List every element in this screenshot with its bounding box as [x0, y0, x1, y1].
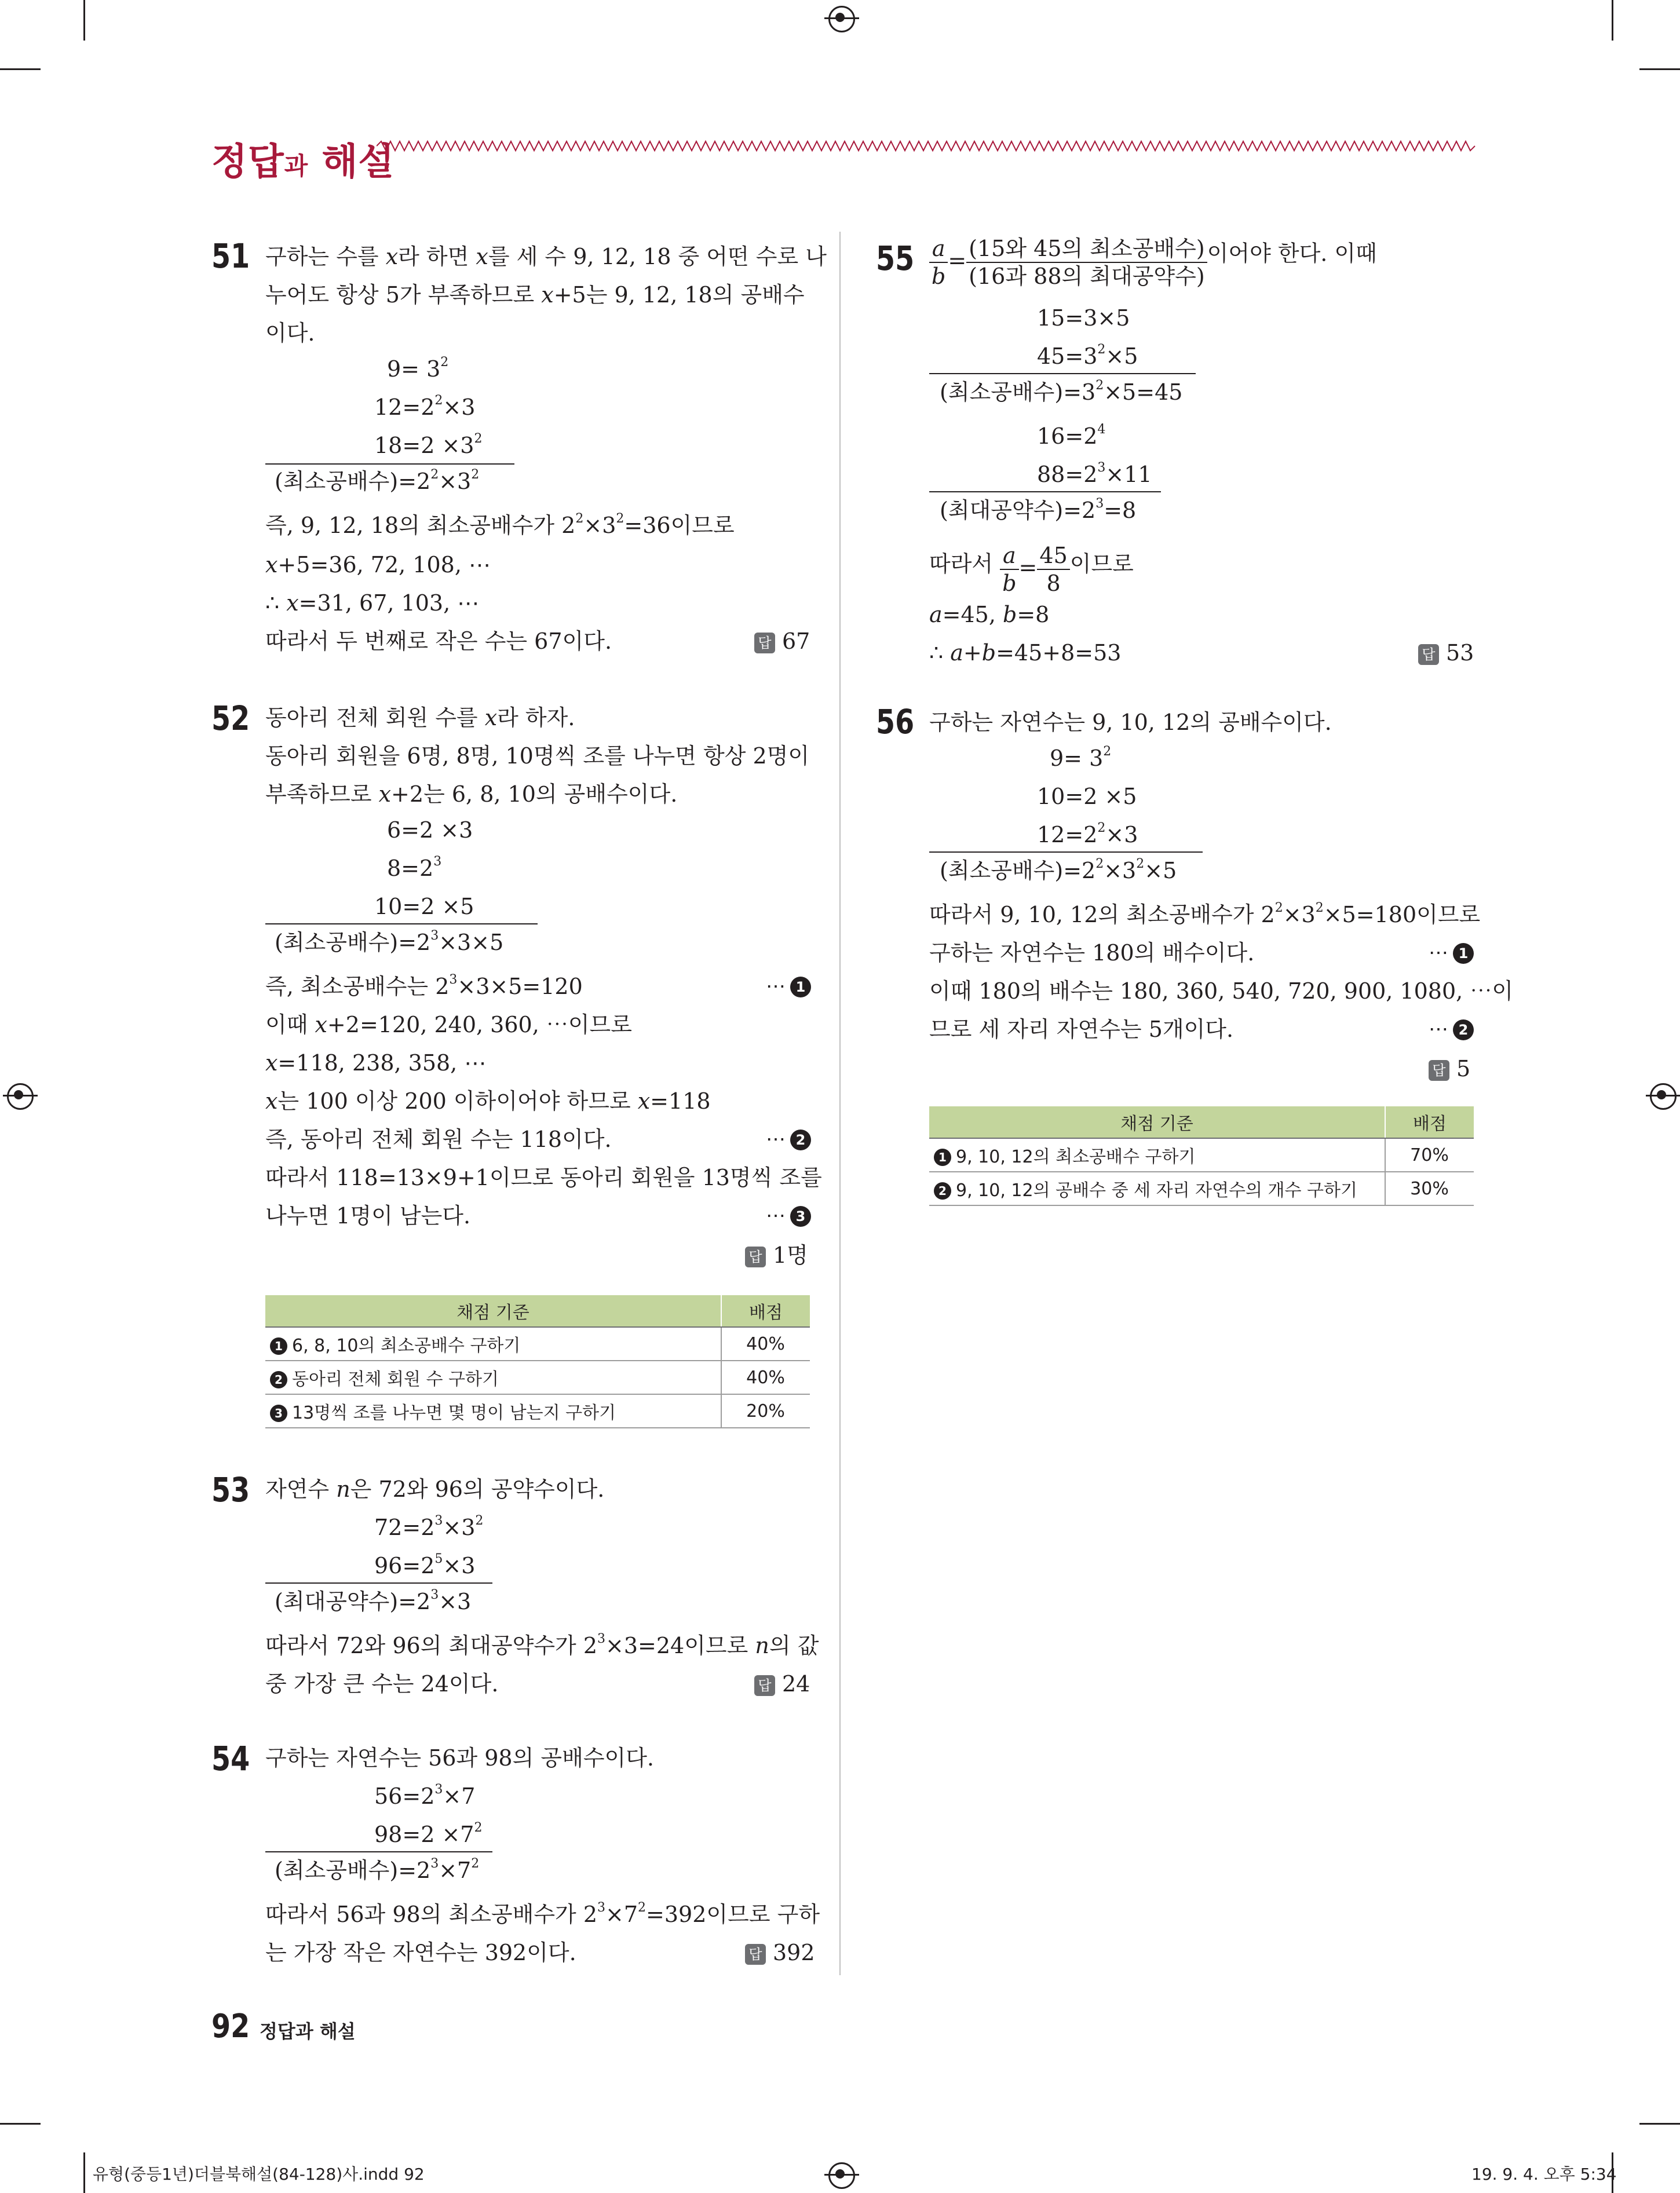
step-2-icon: 2 — [1453, 1019, 1474, 1040]
text-line: 즉, 9, 12, 18의 최소공배수가 $2^2\times 3^2=36$이므로 — [265, 511, 735, 538]
text-line: 므로 세 자리 자연수는 5개이다. — [929, 1017, 1234, 1042]
factor-line: $98=2 \times 7^2$ — [374, 1821, 483, 1847]
step-marker: ⋯ 2 — [1429, 1019, 1474, 1040]
factor-line: $72=2^3\times 3^2$ — [374, 1514, 484, 1540]
answer-badge-icon: 답 — [1418, 644, 1439, 665]
factor-line: $45=3^2\times 5$ — [1037, 342, 1138, 369]
text-line: 구하는 자연수는 9, 10, 12의 공배수이다. — [929, 710, 1332, 735]
factor-line: 6=2 ×3 — [387, 817, 473, 843]
text-line: 나누면 1명이 남는다. — [265, 1203, 471, 1229]
section-title: 정답과 해설 — [211, 141, 395, 184]
column-divider — [839, 232, 841, 1975]
crop-mark — [83, 0, 85, 41]
text-line: 𝑥=118, 238, 358, ⋯ — [265, 1050, 487, 1076]
step-marker: ⋯ 3 — [766, 1206, 811, 1227]
crop-mark — [0, 68, 41, 70]
answer: 답 24 — [754, 1673, 810, 1696]
factor-result: (최소공배수)$=2^3\times 7^2$ — [275, 1856, 480, 1883]
text-line: 즉, 최소공배수는 $2^3\times 3\times 5=120$ — [265, 973, 583, 999]
fraction: $\frac{a}{b}$ — [929, 237, 948, 287]
text-line: 따라서 72와 96의 최대공약수가 $2^3\times 3=24$이므로 n의 값 — [265, 1632, 819, 1658]
divider-rule — [265, 463, 514, 465]
divider-rule — [929, 373, 1196, 374]
factor-result: (최소공배수)$=3^2\times 5=45$ — [940, 378, 1183, 405]
text-line: 따라서 56과 98의 최소공배수가 $2^3\times 7^2=392$이므로 구하 — [265, 1900, 820, 1927]
divider-rule — [265, 1851, 492, 1852]
crop-mark — [0, 2123, 41, 2125]
text-line: 𝑥는 100 이상 200 이하이어야 하므로 𝑥=118 — [265, 1088, 711, 1114]
factor-line: $56=2^3\times 7$ — [374, 1782, 476, 1809]
problem-number: 53 — [211, 1470, 250, 1509]
slug-filename: 유형(중등1년)더블북해설(84-128)사.indd 92 — [93, 2165, 425, 2184]
answer: 답 1명 — [745, 1244, 808, 1267]
problem-number: 51 — [211, 236, 250, 276]
divider-rule — [265, 1582, 492, 1584]
header-zigzag-line — [377, 139, 1477, 153]
step-3-icon: 3 — [790, 1206, 811, 1227]
text-line: 이다. — [265, 320, 315, 346]
factor-line: $9= 3^2$ — [387, 355, 449, 382]
table-header: 채점 기준 — [929, 1106, 1385, 1138]
grading-table — [265, 1295, 810, 1428]
step-2-icon: 2 — [790, 1130, 811, 1150]
slug-timestamp: 19. 9. 4. 오후 5:34 — [1471, 2165, 1617, 2184]
text-line: 즉, 동아리 전체 회원 수는 118이다. — [265, 1127, 612, 1152]
fraction: $\frac{\text{(15와 45의 최소공배수)}}{\text{(16과 88의 최대공약수)}}$ — [966, 237, 1207, 287]
answer-badge-icon: 답 — [754, 633, 775, 653]
text-line: 동아리 전체 회원 수를 𝑥라 하자. — [265, 705, 575, 730]
factor-line: $96=2^5\times 3$ — [374, 1552, 476, 1578]
crop-mark — [1612, 0, 1613, 41]
footer-label: 정답과 해설 — [260, 2020, 356, 2042]
factor-line: $12=2^2\times 3$ — [1037, 821, 1138, 847]
problem-number: 55 — [876, 239, 915, 278]
text-line: 𝑥+5=36, 72, 108, ⋯ — [265, 552, 491, 578]
factor-line: $8=2^3$ — [387, 854, 442, 881]
text-line: 따라서 118=13×9+1이므로 동아리 회원을 13명씩 조를 — [265, 1165, 822, 1190]
text-line: 구하는 자연수는 180의 배수이다. — [929, 940, 1255, 966]
table-row: 2 동아리 전체 회원 수 구하기 40% — [265, 1361, 810, 1394]
divider-rule — [929, 491, 1161, 492]
text-line: 이때 180의 배수는 180, 360, 540, 720, 900, 1080, ⋯이 — [929, 978, 1514, 1004]
text-line: ∴ 𝑎+𝑏=45+8=53 — [929, 640, 1122, 666]
text-line: 구하는 수를 𝑥라 하면 𝑥를 세 수 9, 12, 18 중 어떤 수로 나 — [265, 244, 827, 269]
factor-result: (최대공약수)$=2^3=8$ — [940, 496, 1137, 523]
table-row: 1 6, 8, 10의 최소공배수 구하기 40% — [265, 1327, 810, 1361]
registration-mark-icon — [828, 2162, 855, 2189]
text-line: 따라서 두 번째로 작은 수는 67이다. — [265, 628, 612, 654]
answer-badge-icon: 답 — [745, 1944, 766, 1965]
factor-line: 15=3×5 — [1037, 305, 1130, 331]
table-header: 채점 기준 — [265, 1295, 721, 1327]
answer-badge-icon: 답 — [1429, 1060, 1449, 1081]
answer: 답 67 — [754, 630, 810, 653]
answer-badge-icon: 답 — [754, 1675, 775, 1696]
step-marker: ⋯ 2 — [766, 1130, 811, 1150]
factor-line: 10=2 ×5 — [374, 894, 474, 919]
text-line: 따라서 9, 10, 12의 최소공배수가 $2^2\times 3^2\times 5=180$이므로 — [929, 901, 1481, 927]
step-1-icon: 1 — [790, 977, 811, 997]
table-row: 1 9, 10, 12의 최소공배수 구하기 70% — [929, 1138, 1474, 1172]
answer: 답 392 — [745, 1942, 815, 1965]
factor-result: (최대공약수)$=2^3\times 3$ — [275, 1588, 472, 1614]
text-line: 누어도 항상 5가 부족하므로 𝑥+5는 9, 12, 18의 공배수 — [265, 282, 805, 308]
step-1-icon: 1 — [1453, 943, 1474, 964]
divider-rule — [265, 923, 538, 924]
step-marker: ⋯ 1 — [1429, 943, 1474, 964]
crop-mark — [1639, 2123, 1680, 2125]
text-line: 𝑎=45, 𝑏=8 — [929, 602, 1050, 627]
answer: 답 53 — [1418, 642, 1474, 665]
factor-line: $9= 3^2$ — [1050, 744, 1112, 771]
answer: 답 5 — [1429, 1058, 1470, 1081]
page-number: 92 — [211, 2008, 250, 2045]
registration-mark-icon — [1650, 1083, 1677, 1110]
text-line: 이때 𝑥+2=120, 240, 360, ⋯이므로 — [265, 1012, 632, 1037]
grading-table — [929, 1106, 1474, 1206]
factor-line: $16=2^4$ — [1037, 422, 1106, 449]
text-line: 부족하므로 𝑥+2는 6, 8, 10의 공배수이다. — [265, 781, 678, 807]
fraction-line: $\frac{a}{b}$ = $\frac{\text{(15와 45의 최소공배수)}}{\text{(16과 88의 최대공약수)}}$ 이어야 한다. 이때 — [929, 237, 1377, 287]
crop-mark — [83, 2152, 85, 2193]
text-line: 자연수 𝑛은 72와 96의 공약수이다. — [265, 1476, 605, 1502]
crop-mark — [1639, 68, 1680, 70]
answer-badge-icon: 답 — [745, 1247, 766, 1267]
text-line: 는 가장 작은 자연수는 392이다. — [265, 1940, 576, 1965]
problem-number: 54 — [211, 1739, 250, 1778]
text-line: 동아리 회원을 6명, 8명, 10명씩 조를 나누면 항상 2명이 — [265, 743, 810, 769]
text-line: 구하는 자연수는 56과 98의 공배수이다. — [265, 1745, 655, 1771]
step-marker: ⋯ 1 — [766, 977, 811, 997]
table-row: 3 13명씩 조를 나누면 몇 명이 남는지 구하기 20% — [265, 1394, 810, 1428]
factor-result: (최소공배수)$=2^3\times 3\times 5$ — [275, 929, 504, 955]
table-row: 2 9, 10, 12의 공배수 중 세 자리 자연수의 개수 구하기 30% — [929, 1172, 1474, 1205]
registration-mark-icon — [7, 1083, 34, 1110]
text-line: 중 가장 큰 수는 24이다. — [265, 1671, 499, 1697]
table-header: 배점 — [1385, 1106, 1474, 1138]
text-line: 따라서 $\frac{a}{b}$ = $\frac{45}{8}$ 이므로 — [929, 543, 1134, 596]
factor-result: (최소공배수)$=2^2\times 3^2\times 5$ — [940, 857, 1177, 883]
factor-line: $18=2 \times 3^2$ — [374, 432, 483, 458]
factor-line: $12=2^2\times 3$ — [374, 393, 476, 420]
factor-line: $88=2^3\times 11$ — [1037, 460, 1152, 487]
problem-number: 56 — [876, 702, 915, 741]
table-header: 배점 — [721, 1295, 810, 1327]
problem-number: 52 — [211, 699, 250, 738]
registration-mark-icon — [828, 6, 855, 32]
text-line: ∴ 𝑥=31, 67, 103, ⋯ — [265, 590, 480, 616]
factor-result: (최소공배수)$=2^2\times 3^2$ — [275, 467, 480, 494]
factor-line: 10=2 ×5 — [1037, 784, 1137, 809]
divider-rule — [929, 851, 1203, 853]
